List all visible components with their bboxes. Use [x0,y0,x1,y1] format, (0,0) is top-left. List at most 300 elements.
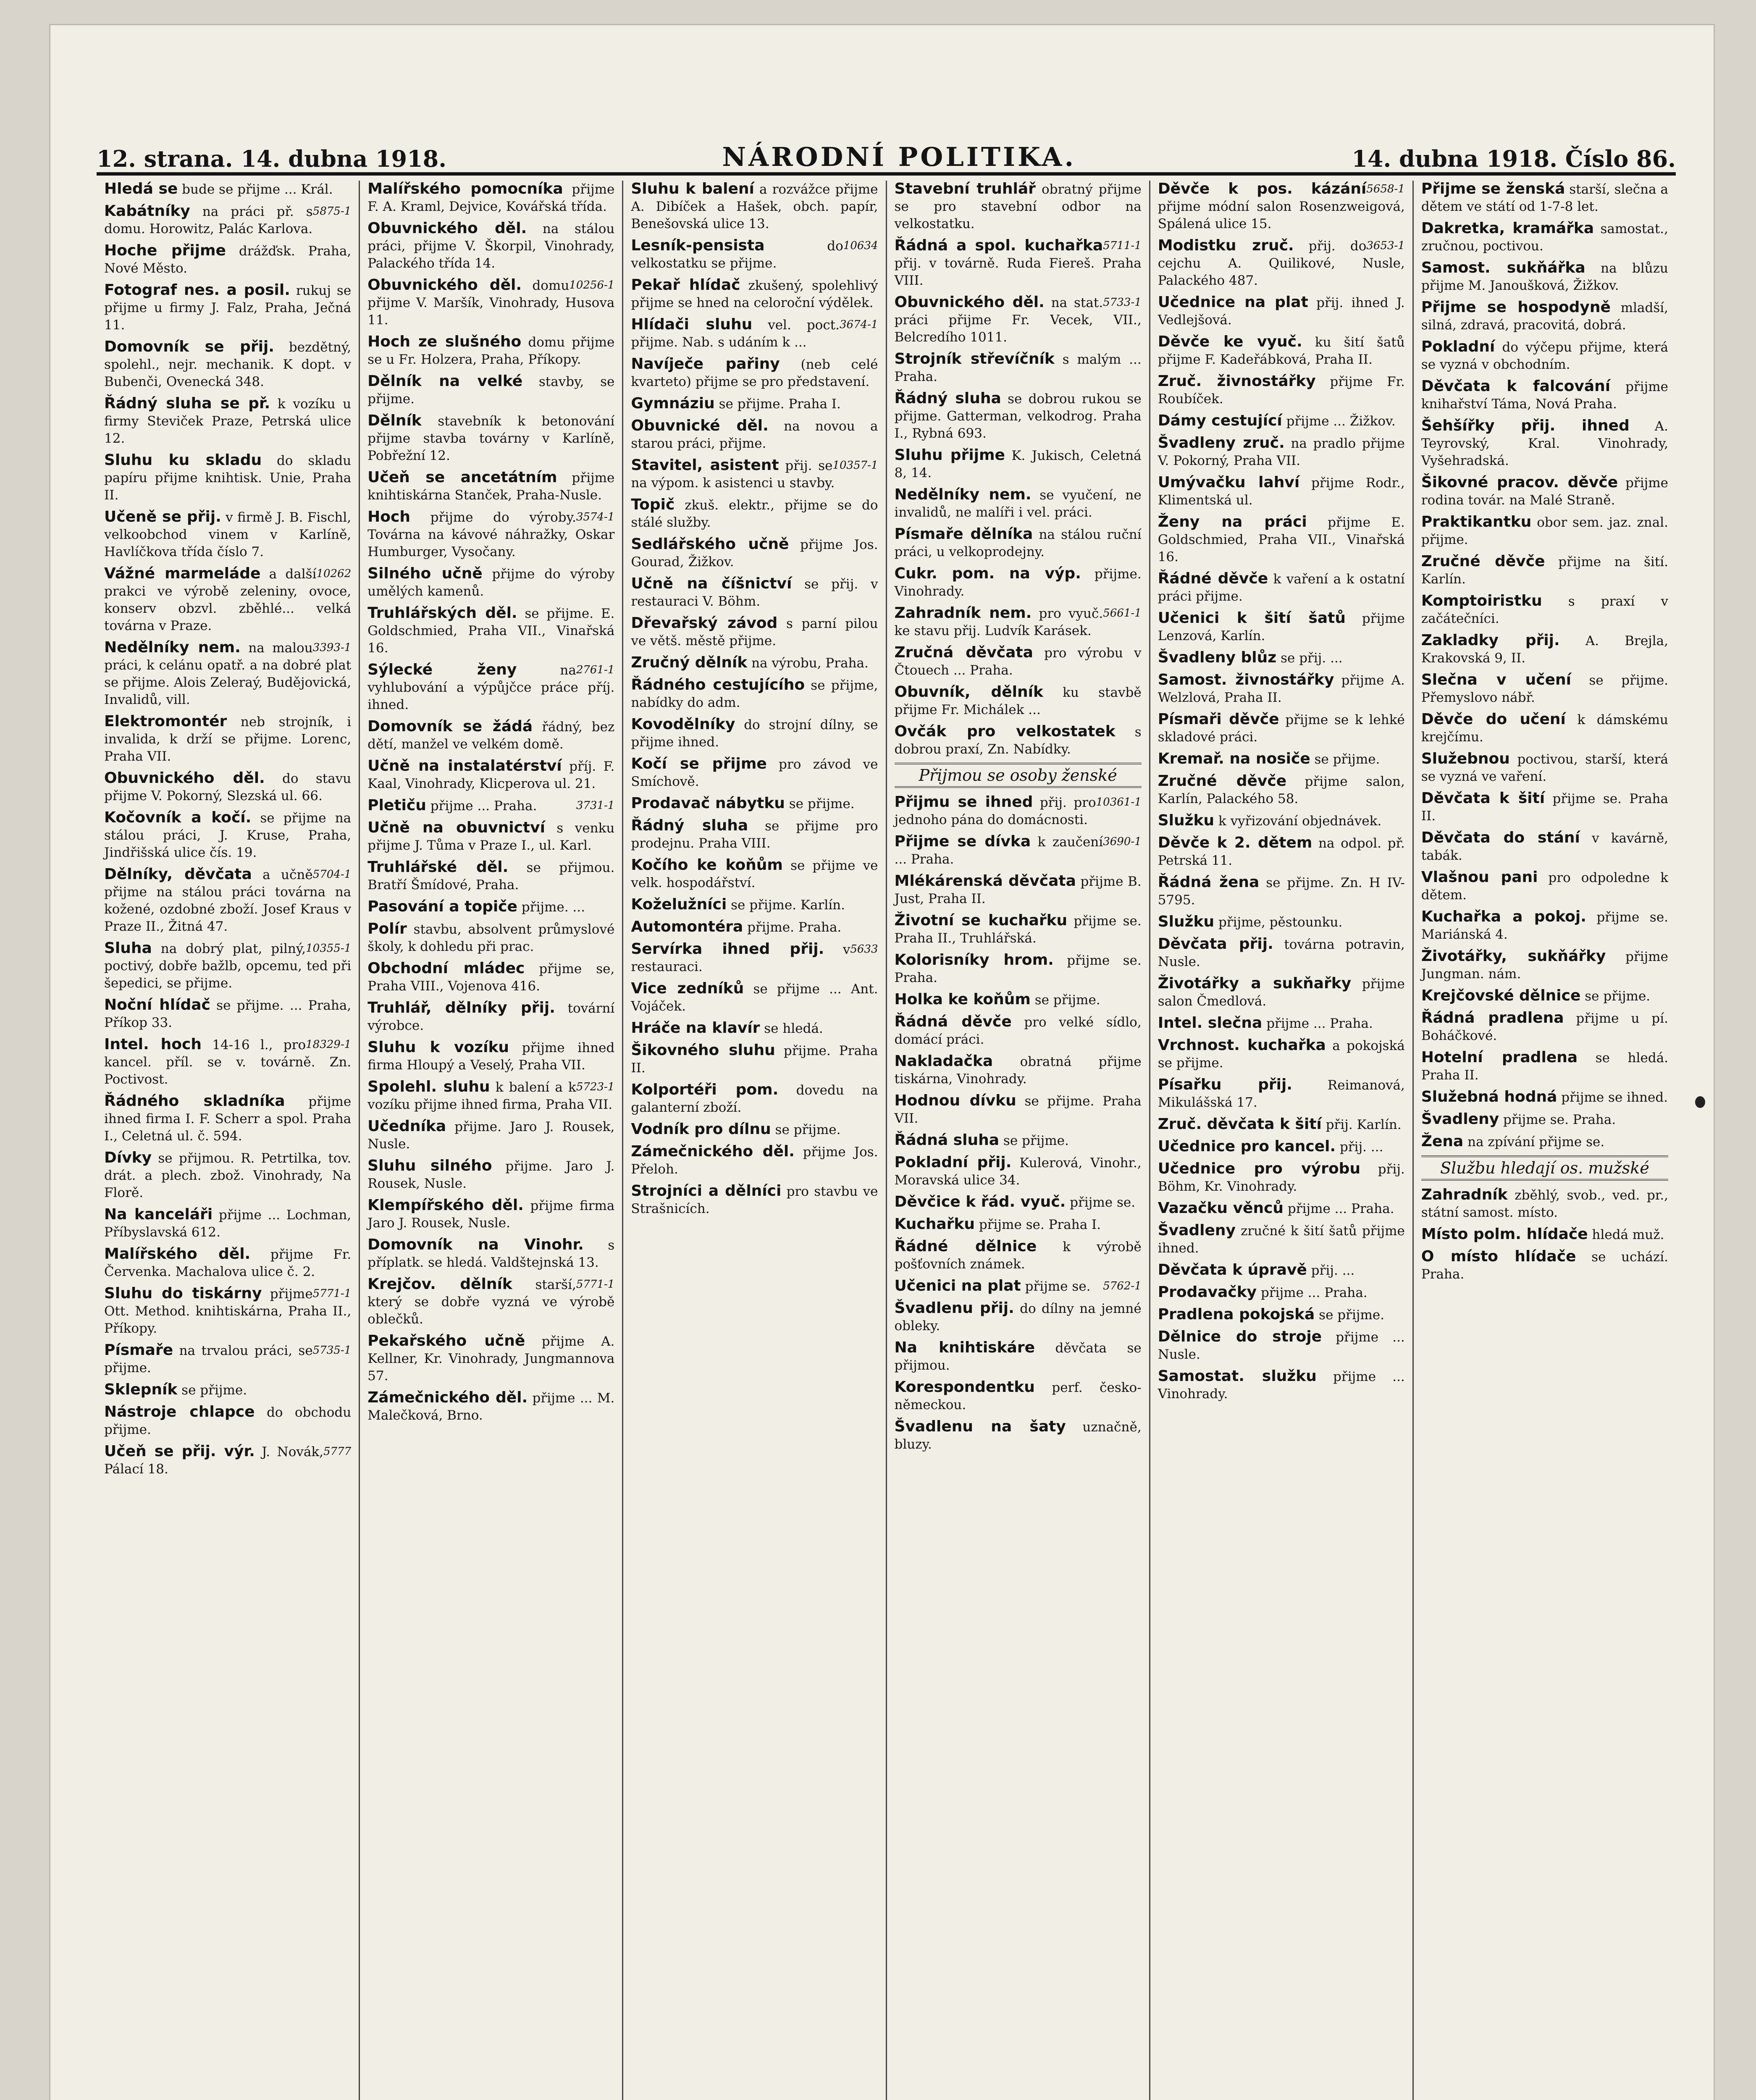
ad-heading: Hráče na klavír [631,1019,760,1037]
ad-code: 5704-1 [312,868,352,881]
ad-body: přijme ... Vinohrady. [1158,1369,1405,1402]
ad-body: zkuš. elektr., přijme se do stálé služby. [631,498,878,530]
classified-ad [1158,1160,1405,1195]
classified-ad [1421,1186,1668,1221]
ad-heading: Na knihtiskáre [894,1339,1035,1356]
ad-heading: Topič [631,496,675,513]
ad-heading: Sluhu silného [367,1157,492,1174]
classified-ad [367,1333,614,1384]
ad-body: v restauraci. [631,942,850,974]
ad-body: se přijme ... Ant. Vojáček. [631,982,878,1014]
ad-heading: Děvčata k šití [1421,790,1545,807]
ad-heading: Učeně se přij. [104,508,221,525]
ad-body: se přijme. E. Goldschmied, Praha VII., Vinařská 16. [367,606,615,656]
newspaper-page [50,25,1714,2100]
ad-body: se přijme. Praha I. [714,396,841,412]
classified-ad [895,1013,1142,1048]
ad-heading: Zruč. živnostářky [1158,373,1316,390]
classified-ad [367,662,614,713]
ad-heading: Slečna v učení [1421,671,1571,688]
ad-body: s příplatk. se hledá. Valdštejnská 13. [367,1238,615,1270]
ad-body: se hledá. Praha II. [1421,1050,1669,1083]
ad-code: 5633 [850,943,878,956]
classified-ad [631,1121,878,1138]
ad-heading: Dělník [367,412,422,429]
ad-body: přij. ihned J. Vedlejšová. [1158,295,1405,328]
ad-body: obratný přijme se pro stavební odbor na velkostatku. [894,182,1142,231]
ad-heading: Obuvnického děl. [367,276,522,294]
ad-heading: Zručné děvče [1421,553,1545,570]
ad-body: přijme. Jaro J. Rousek, Nusle. [367,1159,615,1191]
ad-body: pro závod ve Smíchově. [631,757,878,789]
ad-body: se hledá. [760,1021,823,1036]
ad-body: k vaření a k ostatní práci přijme. [1158,572,1405,604]
ad-body: pro stavbu ve Strašnicích. [631,1184,878,1216]
ad-heading: Řádný sluha [894,390,1001,407]
ad-heading: Zručné děvče [1158,772,1287,790]
classified-ad [104,509,351,560]
ad-body: se přijme. ... Praha, Příkop 33. [104,998,352,1030]
ad-heading: Hledá se [104,181,178,197]
classified-ad [895,181,1142,232]
ad-heading: Děvčata k úpravě [1158,1261,1307,1278]
ad-body: poctivou, starší, která se vyzná ve vaření. [1421,752,1669,784]
classified-ad [631,536,878,570]
classified-ad [1158,835,1405,869]
ad-body: se přijme pro prodejnu. Praha VIII. [631,819,878,851]
classified-ad [895,565,1142,600]
classified-ad [895,833,1142,868]
ad-body: přijme salon, Karlín, Palackého 58. [1158,774,1405,806]
ad-heading: Holka ke koňům [894,991,1031,1008]
ad-body: drážďsk. Praha, Nové Město. [104,244,352,276]
ad-heading: Lesník-pensista [631,237,765,254]
ad-heading: Děvčata do stání [1421,829,1580,846]
classified-ad [631,654,878,672]
ad-body: se přijme. [1315,1307,1385,1323]
ad-heading: Dakretka, kramářka [1421,220,1594,237]
ad-heading: Komptoiristku [1421,592,1542,609]
ad-heading: Kovodělníky [631,716,735,733]
classified-ad [895,794,1142,828]
classified-ad [1158,514,1405,565]
classified-ad [104,242,351,277]
classified-ad [631,1042,878,1076]
ad-heading: Děvče ke vyuč. [1158,333,1302,350]
ad-heading: Pokladní přij. [894,1154,1012,1171]
ad-body: uznačně, bluzy. [894,1420,1142,1452]
ad-heading: Na kanceláři [104,1206,213,1223]
ad-body: přijme do výroby umělých kamenů. [367,567,615,599]
classified-ad [895,605,1142,639]
classified-ad [631,756,878,790]
classified-ad [631,716,878,751]
ad-heading: Zručná děvčata [894,644,1033,661]
classified-ad [895,912,1142,947]
classified-ad [104,452,351,504]
section-heading: Přijmou se osoby ženské [895,763,1142,788]
ad-body: bude se přijme ... Král. [178,182,333,197]
classified-ad [1158,474,1405,509]
ad-code: 10361-1 [1096,796,1142,808]
classified-ad [1421,672,1668,706]
ad-heading: Dělnice do stroje [1158,1328,1322,1345]
ad-heading: Intel. slečna [1158,1014,1263,1032]
classified-ad [104,1342,351,1376]
classified-ad [631,1020,878,1037]
classified-ad [631,896,878,914]
classified-ad [631,615,878,649]
ad-heading: Řádná děvče [894,1013,1012,1030]
ad-heading: Řádného cestujícího [631,676,805,693]
classified-ad [631,181,878,232]
ad-body: ku šití šatů přijme F. Kadeřábková, Praha II. [1158,335,1405,367]
classified-ad [1421,474,1668,509]
ad-body: přijme se. Praha. [894,953,1142,985]
ad-body: a rozvážce přijme A. Dibíček a Hašek, obch. papír, Benešovská ulice 13. [631,182,878,231]
ad-body: s praxí v začátečníci. [1421,594,1669,626]
ad-body: se přijme. Praha VII. [894,1094,1142,1126]
ad-body: do velkostatku se přijme. [631,239,843,271]
ad-heading: Vlašnou pani [1421,869,1538,886]
ad-heading: Švadleny blůz [1158,649,1277,666]
classified-ad [1158,570,1405,605]
ad-heading: Životářky a sukňařky [1158,975,1352,992]
ad-body: na stálou ruční práci, u velkoprodejny. [894,527,1142,559]
classified-ad [631,1183,878,1217]
ad-body: se přij. ... [1276,651,1343,666]
ad-body: mladší, silná, zdravá, pracovitá, dobrá. [1421,300,1669,333]
ad-body: s parní pilou ve větš. městě přijme. [631,616,878,648]
ad-heading: Pokladní [1421,338,1495,355]
ad-body: přijme Rodr., Klimentská ul. [1158,475,1405,508]
classified-ad [367,898,614,916]
classified-ad [631,316,878,351]
ad-body: do strojní dílny, se přijme ihned. [631,717,878,750]
ad-body: se přijme. [771,1122,841,1137]
classified-ad [631,457,878,491]
classified-ad [895,351,1142,385]
ad-heading: Intel. hoch [104,1036,202,1053]
ad-heading: Švadlenu na šaty [894,1418,1066,1435]
classified-ad [104,203,351,237]
classified-ad [367,469,614,504]
column-1 [97,181,360,2100]
classified-ad [1158,975,1405,1010]
classified-ad [895,873,1142,907]
ad-body: na práci př. s domu. Horowitz, Palác Karlova. [104,204,313,236]
classified-ad [895,390,1142,442]
ad-body: přijme knihařství Táma, Nová Praha. [1421,379,1669,412]
classified-ad [895,1154,1142,1189]
classified-ad [104,181,351,198]
ad-body: přijme salon Čmedlová. [1158,976,1405,1009]
ad-body: na odpol. př. Petrská 11. [1158,836,1405,868]
ad-heading: Dívky [104,1149,152,1166]
classified-ad [104,1150,351,1201]
classified-ad [895,1379,1142,1413]
classified-ad [367,220,614,272]
classified-ad [895,684,1142,718]
ad-heading: Učednice pro výrobu [1158,1160,1361,1177]
ad-body: přij. se na výpom. k asistenci u stavby. [631,458,835,491]
classified-ad [1158,711,1405,746]
classified-ad [1158,874,1405,908]
ad-heading: Životářky, sukňářky [1421,948,1606,965]
ad-body: přijme ... Žižkov. [1282,414,1396,429]
ad-code: 3574-1 [576,511,615,523]
ad-heading: Pekař hlídač [631,276,740,294]
classified-ad [631,817,878,852]
ad-body: stavby, se přijme. [367,374,615,407]
ad-body: přijme se k lehké skladové práci. [1158,712,1405,745]
classified-ad [631,1143,878,1178]
ad-heading: Gymnáziu [631,395,715,412]
ad-body: do obchodu přijme. [104,1405,352,1437]
ad-body: přijme ... Praha. [1262,1016,1373,1031]
classified-ad [631,919,878,936]
ad-code: 10634 [843,239,878,252]
ad-body: A. Brejla, Krakovská 9, II. [1421,633,1669,666]
ad-heading: Děvče k pos. kázání [1158,181,1367,197]
ad-body: dovedu na galanterní zboží. [631,1083,878,1115]
ad-heading: Fotograf nes. a posil. [104,281,290,299]
ad-heading: Automontéra [631,918,743,935]
ad-body: se přijme. [177,1383,247,1398]
ad-heading: Pradlena pokojská [1158,1306,1315,1323]
classified-ad [895,952,1142,986]
classified-ad [367,1389,614,1424]
classified-ad [367,277,614,328]
classified-ad [1158,373,1405,407]
ad-body: v firmě J. B. Fischl, velkoobchod vinem v Karlíně, Havlíčkova třída číslo 7. [104,510,352,559]
ad-body: přijme ... Praha. [1257,1285,1368,1300]
ad-heading: Učně na obuvnictví [367,819,545,836]
ad-heading: Šikovného sluhu [631,1042,775,1059]
classified-ad [631,857,878,891]
ad-heading: Přijmu se ihned [894,793,1033,811]
classified-ad [1421,339,1668,373]
masthead [97,143,1676,176]
classified-ad [1158,412,1405,430]
ad-heading: Služebnou [1421,750,1510,767]
ad-body: J. Novák, Pálací 18. [104,1444,323,1477]
ad-heading: Spolehl. sluhu [367,1078,490,1095]
ad-heading: Švadleny zruč. [1158,434,1285,452]
ad-body: do výčepu přijme, která se vyzná v obchodním. [1421,340,1669,372]
classified-ad [631,677,878,711]
ad-body: přij. Karlín. [1321,1117,1402,1132]
ad-body: do stavu přijme V. Pokorný, Slezská ul. 66. [104,771,352,803]
ad-body: přijme Fr. Červenka. Machalova ulice č. 2. [104,1247,352,1279]
ad-heading: Pekařského učně [367,1332,525,1349]
ad-body: přijme se. Mariánská 4. [1421,910,1669,942]
classified-ad [895,1132,1142,1149]
classified-ad [104,1285,351,1337]
classified-ad [104,1093,351,1144]
classified-ad [367,960,614,995]
ad-heading: Učenici k šití šatů [1158,609,1346,627]
classified-ad [631,980,878,1015]
ad-heading: Silného učně [367,565,483,582]
ad-heading: Prodavač nábytku [631,795,785,812]
ad-code: 3653-1 [1366,239,1405,252]
ad-heading: Sluhu k balení [631,181,754,197]
classified-ad [1158,181,1405,232]
ad-heading: Truhlářské děl. [367,858,509,876]
classified-ad [1421,1133,1668,1150]
classified-ad [104,1206,351,1241]
ad-heading: Řádného skladníka [104,1092,285,1110]
ad-heading: Umývačku lahví [1158,474,1300,491]
ad-heading: Hotelní pradlena [1421,1049,1578,1066]
ad-heading: Učeň se přij. výr. [104,1443,255,1460]
ad-heading: Zámečnického děl. [631,1143,795,1160]
classified-ad [1158,1328,1405,1363]
ad-body: k výrobě pošťovních známek. [894,1239,1142,1272]
ad-heading: Učednice na plat [1158,294,1308,311]
ad-heading: Děvče do učení [1421,711,1566,728]
ad-heading: Přijme se dívka [894,833,1031,850]
ad-heading: Kuchařku [894,1215,975,1233]
ad-body: přij. do cejchu A. Quilikové, Nusle, Palackého 487. [1158,239,1405,288]
ad-body: se přijme ve velk. hospodářství. [631,858,878,890]
classified-ad [895,1053,1142,1087]
ad-body: na výrobu, Praha. [747,656,869,671]
ad-body: přij. Böhm, Kr. Vinohrady. [1158,1162,1405,1194]
classified-ad [1421,1248,1668,1283]
ad-body: přijme. Vinohrady. [894,567,1142,599]
classified-ad [1421,1010,1668,1044]
classified-ad [1421,514,1668,548]
classified-columns [97,181,1676,2100]
ad-code: 5661-1 [1103,607,1142,620]
ad-body: stavbu, absolvent průmyslové školy, k dohledu při prac. [367,922,615,954]
ad-heading: Kuchařka a pokoj. [1421,908,1586,925]
classified-ad [104,565,351,634]
ad-body: 14-16 l., pro kancel. příl. se v. továrně. Zn. Poctivost. [104,1037,352,1087]
ad-heading: Nástroje chlapce [104,1403,255,1420]
ad-body: přijme u pí. Boháčkové. [1421,1011,1669,1043]
classified-ad [895,723,1142,758]
ad-body: rukuj se přijme u firmy J. Falz, Praha, Ječná 11. [104,283,352,333]
ad-heading: Obuvnického děl. [894,294,1045,311]
classified-ad [895,644,1142,679]
ad-heading: Sklepník [104,1381,178,1398]
classified-ad [367,1197,614,1231]
classified-ad [1421,987,1668,1005]
ad-heading: Děvčata k falcování [1421,378,1611,395]
classified-ad [367,1158,614,1192]
ad-code: 5875-1 [312,205,352,218]
ad-body: přijme. Jaro J. Rousek, Nusle. [367,1119,615,1152]
classified-ad [367,859,614,893]
classified-ad [1158,1138,1405,1155]
ad-heading: Pletiču [367,797,426,814]
ad-body: s venku přijme J. Tůma v Praze I., ul. Karl. [367,821,615,853]
ad-heading: Zámečnického děl. [367,1389,528,1406]
classified-ad [1158,1076,1405,1111]
ad-heading: Řádná pradlena [1421,1009,1564,1026]
ad-body: samostat., zručnou, poctivou. [1421,221,1669,254]
ad-body: a učně přijme na stálou práci továrna na kožené, ozdobné zboží. Josef Kraus v Praze II., Žitná 47. [104,867,352,934]
ad-body: se přijme. [1310,752,1380,767]
column-3 [623,181,887,2100]
ad-heading: Řádná žena [1158,874,1260,891]
ad-heading: Švadleny [1421,1110,1499,1128]
ad-heading: Učedníka [367,1118,446,1135]
ad-heading: Obuvnického děl. [104,769,265,787]
ad-heading: Služku [1158,812,1215,829]
ad-heading: Zruč. děvčata k šití [1158,1116,1322,1133]
ad-body: se přijme. [785,796,855,811]
classified-ad [1158,333,1405,368]
ad-body: přijme se. Praha II., Truhlářská. [894,914,1142,946]
classified-ad [104,770,351,804]
ad-body: se přijme. [999,1133,1069,1148]
ad-heading: Kabátníky [104,202,190,220]
ad-body: se přijme na stálou práci, J. Kruse, Praha, Jindřišská ulice čís. 19. [104,811,352,860]
classified-ad [104,940,351,992]
classified-ad [104,1246,351,1280]
classified-ad [367,333,614,368]
ad-heading: O místo hlídače [1421,1248,1576,1265]
ad-heading: Domovník se žádá [367,718,533,735]
ad-body: se přijme. [1030,992,1100,1008]
ad-body: přijme ... Lochman, Příbyslavská 612. [104,1208,352,1240]
ad-code: 10357-1 [832,459,878,472]
ad-heading: Koželužníci [631,896,727,913]
ad-heading: Praktikantku [1421,513,1532,530]
ad-body: se přijme. Přemyslovo nábř. [1421,673,1669,705]
ad-body: k vyřizování objednávek. [1214,814,1382,829]
ad-heading: Hoche přijme [104,242,226,259]
ad-heading: Vrchnost. kuchařka [1158,1037,1326,1054]
ad-heading: Kočí se přijme [631,755,767,772]
ad-heading: Šikovné pracov. děvče [1421,474,1618,491]
ad-body: v kavárně, tabák. [1421,831,1669,863]
ad-heading: Dělníky, děvčata [104,866,252,883]
ad-body: obratná přijme tiskárna, Vinohrady. [894,1054,1142,1087]
classified-ad [1158,1015,1405,1032]
ad-heading: Zakladky přij. [1421,632,1560,649]
ad-heading: Malířského děl. [104,1245,251,1263]
ad-heading: Prodavačky [1158,1284,1257,1301]
masthead-title: NÁRODNÍ POLITIKA. [722,142,1076,172]
classified-ad [1158,610,1405,644]
classified-ad [895,1300,1142,1334]
classified-ad [1421,711,1668,746]
ad-body: přijme se. Praha. [1499,1112,1616,1127]
ad-heading: Sýlecké ženy [367,661,517,678]
ad-body: řádný, bez dětí, manžel ve velkém domě. [367,719,615,752]
ad-body: na pradlo přijme V. Pokorný, Praha VII. [1158,436,1405,468]
ad-heading: Řádné dělnice [894,1238,1037,1255]
ad-heading: Stavební truhlář [894,181,1036,197]
ad-heading: Sedlářského učně [631,536,789,553]
ad-heading: Nedělníky nem. [104,639,241,656]
ad-body: přij. ... [1336,1139,1383,1155]
ad-body: pro výrobu v Čtouech ... Praha. [894,646,1142,678]
ad-heading: Krejčovské dělnice [1421,987,1581,1004]
classified-ad [631,277,878,311]
ad-body: se přij. v restauraci V. Böhm. [631,577,878,609]
ad-body: starší, který se dobře vyzná ve výrobě oblečků. [367,1277,615,1327]
ad-code: 18329-1 [306,1038,352,1051]
classified-ad [104,713,351,765]
ad-body: přijme E. Goldschmied, Praha VII., Vinařská 16. [1158,515,1405,564]
classified-ad [895,1278,1142,1295]
